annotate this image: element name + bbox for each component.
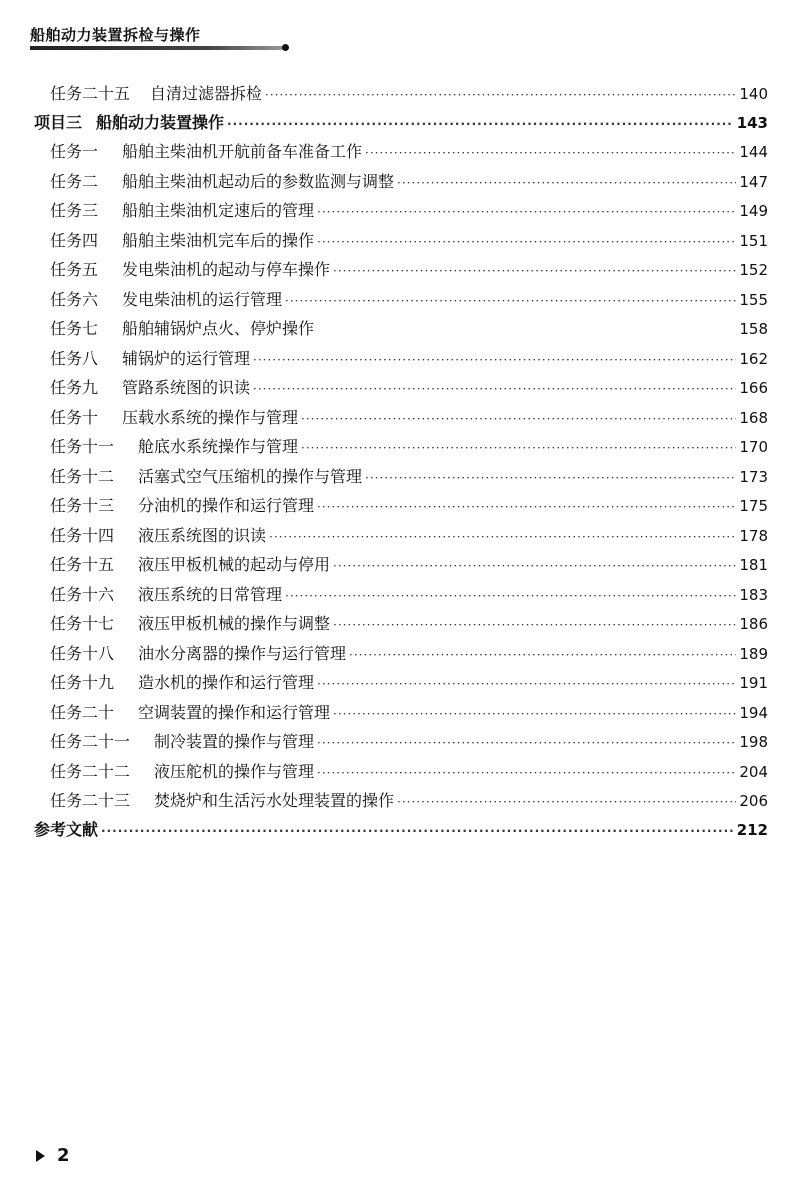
toc-entry[interactable] bbox=[50, 642, 768, 666]
leader-dots bbox=[301, 407, 736, 431]
toc-entry-page: 162 bbox=[739, 350, 768, 368]
toc-entry-title: 辅锅炉的运行管理 bbox=[122, 349, 251, 368]
toc-entry-page: 158 bbox=[739, 320, 768, 338]
toc-entry-title: 空调装置的操作和运行管理 bbox=[138, 703, 331, 722]
toc-entry-page: 170 bbox=[739, 438, 768, 456]
toc-entry-title: 压载水系统的操作与管理 bbox=[122, 408, 299, 427]
triangle-marker-icon bbox=[36, 1150, 45, 1162]
toc-entry-title: 液压系统图的识读 bbox=[138, 526, 267, 545]
leader-dots bbox=[317, 761, 736, 785]
toc-entry[interactable] bbox=[50, 199, 768, 223]
toc-entry-label: 任务七 bbox=[50, 319, 99, 338]
toc-entry-title: 发电柴油机的起动与停车操作 bbox=[122, 260, 331, 279]
toc-entry-page: 175 bbox=[739, 497, 768, 515]
leader-dots bbox=[285, 289, 736, 313]
toc-entry-page: 206 bbox=[739, 792, 768, 810]
toc-entry-label: 任务八 bbox=[50, 349, 99, 368]
toc-entry-page: 181 bbox=[739, 556, 768, 574]
toc-entry[interactable] bbox=[50, 82, 768, 106]
header-rule bbox=[30, 46, 285, 50]
toc-entry[interactable] bbox=[50, 730, 768, 754]
toc-entry-page: 166 bbox=[739, 379, 768, 397]
toc-entry-page: 191 bbox=[739, 674, 768, 692]
leader-dots bbox=[301, 436, 736, 460]
leader-dots bbox=[333, 613, 736, 637]
toc-entry-title: 制冷装置的操作与管理 bbox=[154, 732, 315, 751]
toc-entry-page: 155 bbox=[739, 291, 768, 309]
toc-entry-title: 船舶主柴油机起动后的参数监测与调整 bbox=[122, 172, 395, 191]
toc-entry-label: 任务五 bbox=[50, 260, 99, 279]
toc-entry-title: 船舶动力装置操作 bbox=[96, 113, 225, 132]
leader-dots bbox=[317, 672, 736, 696]
leader-dots bbox=[317, 200, 736, 224]
toc-entry-title: 造水机的操作和运行管理 bbox=[138, 673, 315, 692]
toc-entry-page: 147 bbox=[739, 173, 768, 191]
leader-dots bbox=[365, 141, 736, 165]
toc-entry[interactable] bbox=[50, 583, 768, 607]
toc-entry-page: 151 bbox=[739, 232, 768, 250]
toc-entry-label: 任务九 bbox=[50, 378, 99, 397]
toc-entry-label: 任务十九 bbox=[50, 673, 115, 692]
toc-entry[interactable] bbox=[50, 170, 768, 194]
toc-entry-label: 任务十七 bbox=[50, 614, 115, 633]
leader-dots bbox=[349, 643, 736, 667]
leader-dots bbox=[333, 554, 736, 578]
toc-entry-page: 212 bbox=[736, 821, 768, 839]
toc-entry-title: 油水分离器的操作与运行管理 bbox=[138, 644, 347, 663]
toc-entry-label: 任务二十二 bbox=[50, 762, 131, 781]
toc-entry-title: 船舶主柴油机开航前备车准备工作 bbox=[122, 142, 363, 161]
toc-entry-label: 任务十三 bbox=[50, 496, 115, 515]
toc-entry-title: 自清过滤器拆检 bbox=[150, 84, 263, 103]
leader-dots bbox=[253, 348, 736, 372]
toc-entry-title: 液压舵机的操作与管理 bbox=[154, 762, 315, 781]
leader-dots bbox=[227, 112, 734, 136]
toc-entry-label: 任务一 bbox=[50, 142, 99, 161]
leader-dots bbox=[253, 377, 736, 401]
leader-dots bbox=[269, 525, 736, 549]
toc-entry-label: 任务十四 bbox=[50, 526, 115, 545]
toc-entry-label: 任务三 bbox=[50, 201, 99, 220]
toc-entry[interactable] bbox=[50, 258, 768, 282]
toc-entry-title: 液压甲板机械的操作与调整 bbox=[138, 614, 331, 633]
leader-dots bbox=[365, 466, 736, 490]
toc-entry-title: 活塞式空气压缩机的操作与管理 bbox=[138, 467, 363, 486]
leader-dots bbox=[265, 83, 736, 107]
toc-entry[interactable] bbox=[50, 406, 768, 430]
page-number: 2 bbox=[57, 1145, 70, 1166]
toc-entry[interactable] bbox=[50, 376, 768, 400]
toc-entry-title: 船舶主柴油机完车后的操作 bbox=[122, 231, 315, 250]
toc-entry-label: 任务十六 bbox=[50, 585, 115, 604]
toc-entry-page: 198 bbox=[739, 733, 768, 751]
toc-entry-page: 149 bbox=[739, 202, 768, 220]
toc-entry-label: 任务十八 bbox=[50, 644, 115, 663]
toc-entry-page: 140 bbox=[739, 85, 768, 103]
toc-entry[interactable] bbox=[50, 229, 768, 253]
toc-entry-title: 舱底水系统操作与管理 bbox=[138, 437, 299, 456]
leader-dots bbox=[317, 731, 736, 755]
leader-dots bbox=[285, 584, 736, 608]
toc-entry[interactable] bbox=[50, 347, 768, 371]
toc-entry-title: 液压甲板机械的起动与停用 bbox=[138, 555, 331, 574]
toc-section-heading[interactable] bbox=[34, 818, 768, 842]
toc-entry-label: 参考文献 bbox=[34, 820, 99, 839]
leader-dots bbox=[397, 790, 736, 814]
toc-entry-title: 发电柴油机的运行管理 bbox=[122, 290, 283, 309]
toc-entry-label: 任务二 bbox=[50, 172, 99, 191]
toc-entry-page: 144 bbox=[739, 143, 768, 161]
toc-entry-page: 152 bbox=[739, 261, 768, 279]
leader-dots bbox=[397, 171, 736, 195]
leader-dots bbox=[317, 230, 736, 254]
toc-entry-label: 任务四 bbox=[50, 231, 99, 250]
toc-entry-label: 任务二十 bbox=[50, 703, 115, 722]
toc-entry[interactable] bbox=[50, 317, 768, 341]
running-header: 船舶动力装置拆检与操作 bbox=[30, 26, 201, 44]
toc-entry[interactable] bbox=[50, 465, 768, 489]
toc-entry-page: 173 bbox=[739, 468, 768, 486]
leader-dots bbox=[333, 259, 736, 283]
toc-entry[interactable] bbox=[50, 789, 768, 813]
toc-entry-title: 管路系统图的识读 bbox=[122, 378, 251, 397]
toc-entry-page: 194 bbox=[739, 704, 768, 722]
toc-entry[interactable] bbox=[50, 612, 768, 636]
toc-entry-label: 项目三 bbox=[34, 113, 83, 132]
toc-entry-page: 189 bbox=[739, 645, 768, 663]
toc-entry-label: 任务十二 bbox=[50, 467, 115, 486]
toc-entry-title: 分油机的操作和运行管理 bbox=[138, 496, 315, 515]
toc-entry-label: 任务十五 bbox=[50, 555, 115, 574]
toc-entry-title: 船舶主柴油机定速后的管理 bbox=[122, 201, 315, 220]
toc-entry[interactable] bbox=[50, 494, 768, 518]
toc-entry-title: 液压系统的日常管理 bbox=[138, 585, 283, 604]
leader-dots bbox=[101, 819, 734, 843]
toc-entry-label: 任务十一 bbox=[50, 437, 115, 456]
toc-entry-page: 186 bbox=[739, 615, 768, 633]
toc-entry[interactable] bbox=[50, 671, 768, 695]
toc-entry-page: 143 bbox=[736, 114, 768, 132]
toc-entry-page: 204 bbox=[739, 763, 768, 781]
toc-entry-page: 183 bbox=[739, 586, 768, 604]
page-footer bbox=[36, 1145, 70, 1166]
toc-entry-label: 任务六 bbox=[50, 290, 99, 309]
toc-section-heading[interactable] bbox=[34, 111, 768, 135]
toc-entry-title: 船舶辅锅炉点火、停炉操作 bbox=[122, 319, 315, 338]
toc-entry-title: 焚烧炉和生活污水处理装置的操作 bbox=[154, 791, 395, 810]
toc-entry[interactable] bbox=[50, 553, 768, 577]
toc-entry[interactable] bbox=[50, 701, 768, 725]
leader-dots bbox=[333, 702, 736, 726]
toc-entry[interactable] bbox=[50, 140, 768, 164]
toc-entry-label: 任务二十一 bbox=[50, 732, 131, 751]
leader-dots bbox=[317, 495, 736, 519]
toc-entry-label: 任务十 bbox=[50, 408, 99, 427]
toc-entry-label: 任务二十三 bbox=[50, 791, 131, 810]
toc-entry[interactable] bbox=[50, 435, 768, 459]
toc-entry[interactable] bbox=[50, 760, 768, 784]
toc-entry-page: 178 bbox=[739, 527, 768, 545]
toc-entry-label: 任务二十五 bbox=[50, 84, 131, 103]
toc-entry[interactable] bbox=[50, 524, 768, 548]
toc-entry[interactable] bbox=[50, 288, 768, 312]
toc-entry-page: 168 bbox=[739, 409, 768, 427]
header-rule-dot bbox=[282, 44, 289, 51]
